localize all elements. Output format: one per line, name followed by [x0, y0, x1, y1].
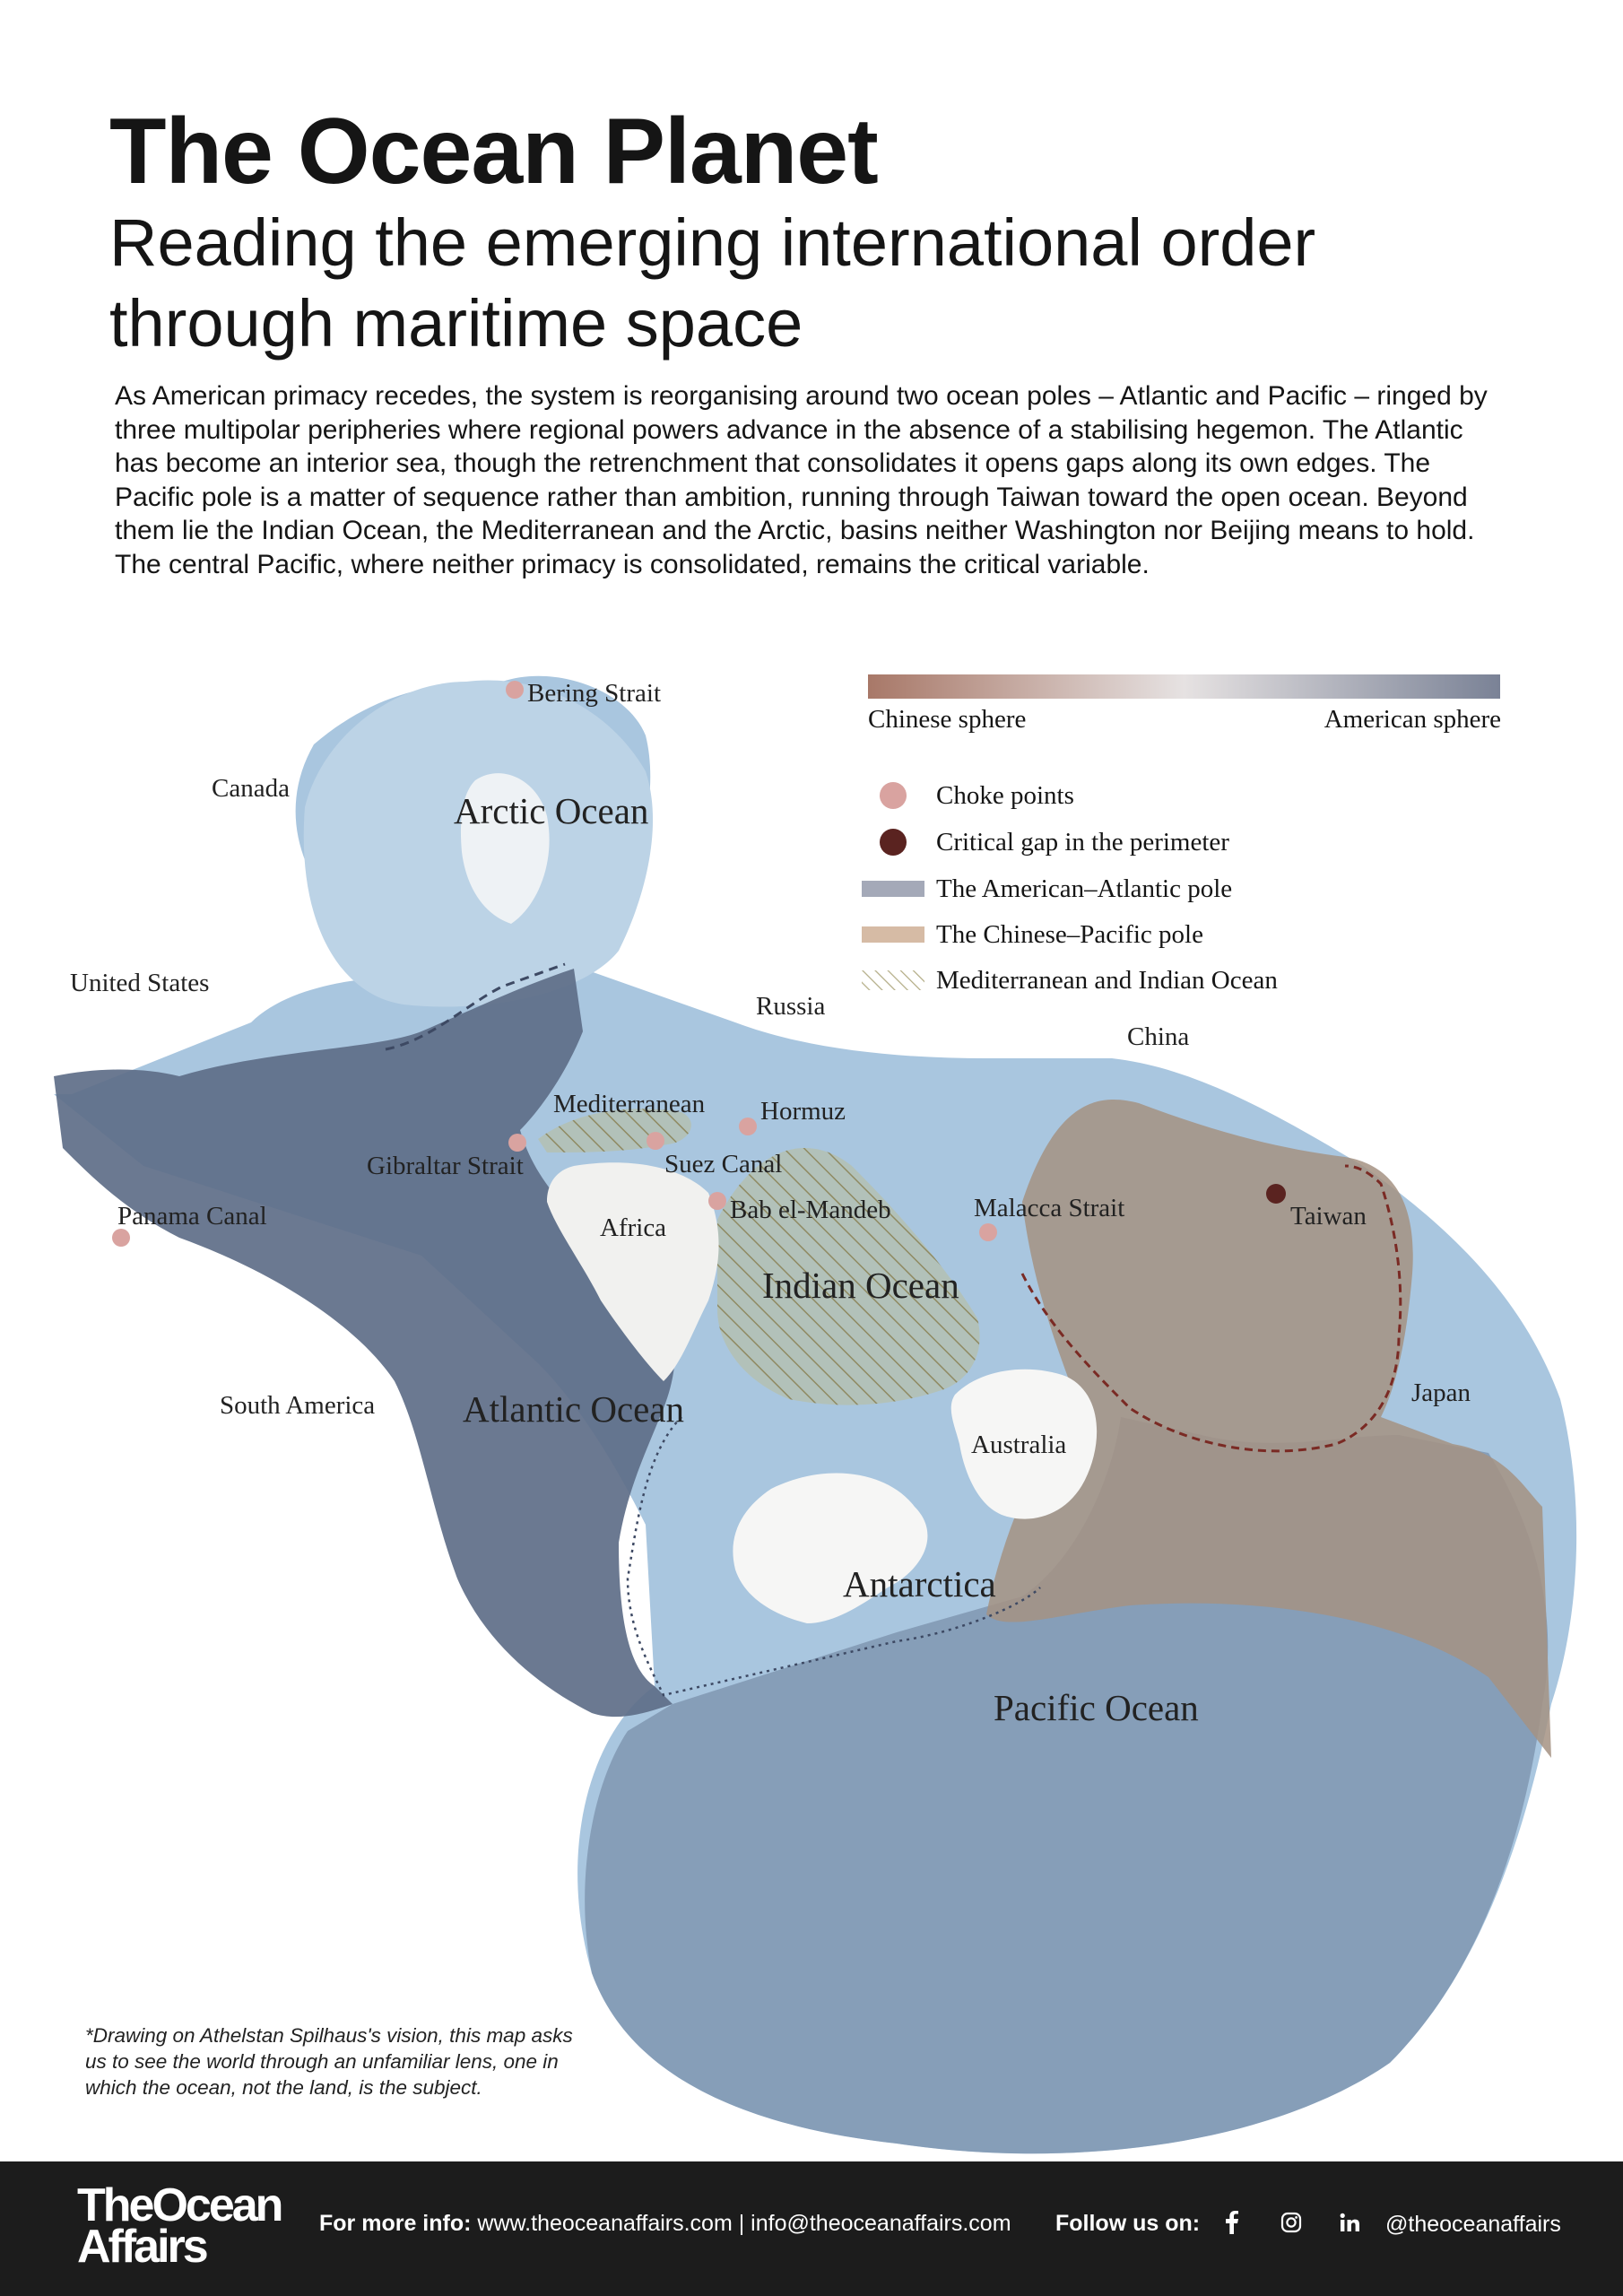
label-atlantic-ocean: Atlantic Ocean: [463, 1388, 685, 1430]
suez-canal-marker: [647, 1132, 664, 1150]
linkedin-icon[interactable]: [1333, 2206, 1366, 2239]
label-hormuz: Hormuz: [760, 1097, 846, 1126]
sphere-gradient-bar: [868, 674, 1500, 699]
facebook-icon[interactable]: [1216, 2206, 1248, 2239]
malacca-strait-marker: [979, 1223, 997, 1241]
label-suez-canal: Suez Canal: [664, 1150, 783, 1178]
footnote: *Drawing on Athelstan Spilhaus's vision, this map asks us to see the world through an unfamiliar lens, one in which the ocean, not the land, is the subject.: [85, 2024, 573, 2099]
page-subtitle: Reading the emerging international order through maritime space: [109, 205, 1316, 361]
label-bab-el-mandeb: Bab el-Mandeb: [730, 1196, 891, 1224]
panama-canal-marker: [112, 1229, 130, 1247]
social-handle[interactable]: @theoceanaffairs: [1385, 2212, 1561, 2237]
legend-label: Critical gap in the perimeter: [936, 827, 1229, 857]
logo-line-1: TheOcean: [77, 2179, 282, 2231]
legend-label: Choke points: [936, 780, 1074, 810]
label-africa: Africa: [600, 1213, 667, 1242]
ocean-map: [0, 646, 1623, 2161]
legend-label: The Chinese–Pacific pole: [936, 919, 1203, 949]
label-china: China: [1127, 1022, 1190, 1051]
legend-label: Mediterranean and Indian Ocean: [936, 965, 1278, 995]
hatch-swatch: [862, 970, 924, 990]
gibraltar-strait-marker: [508, 1134, 526, 1152]
label-russia: Russia: [756, 992, 826, 1021]
label-bering-strait: Bering Strait: [527, 679, 662, 708]
legend-american-sphere: American sphere: [1324, 705, 1501, 734]
label-south-america: South America: [220, 1391, 376, 1420]
atlantic-pole-swatch: [862, 881, 924, 897]
taiwan-critical-gap-marker: [1266, 1184, 1286, 1204]
follow-label: Follow us on:: [1055, 2211, 1201, 2236]
page-title: The Ocean Planet: [109, 100, 878, 204]
brand-logo[interactable]: [77, 2179, 282, 2273]
footer: [0, 2161, 1623, 2296]
hormuz-marker: [739, 1118, 757, 1135]
label-canada: Canada: [212, 774, 290, 803]
label-indian-ocean: Indian Ocean: [762, 1265, 959, 1306]
label-malacca-strait: Malacca Strait: [974, 1194, 1125, 1222]
logo-line-2: Affairs: [77, 2221, 206, 2273]
legend-chinese-sphere: Chinese sphere: [868, 705, 1027, 734]
legend-item-choke-points: [861, 780, 1074, 811]
label-australia: Australia: [971, 1431, 1067, 1459]
legend-item-critical-gap: [861, 827, 1229, 857]
bab-el-mandeb-marker: [708, 1192, 726, 1210]
label-taiwan: Taiwan: [1290, 1202, 1367, 1231]
legend-item-pacific-pole: [861, 919, 1203, 950]
pacific-pole-swatch: [862, 926, 924, 943]
label-pacific-ocean: Pacific Ocean: [994, 1687, 1199, 1728]
contact-info: [319, 2211, 1011, 2237]
bering-strait-marker: [506, 681, 524, 699]
label-japan: Japan: [1411, 1378, 1471, 1407]
legend-item-mediterranean-indian: [861, 965, 1278, 996]
label-united-states: United States: [70, 969, 210, 997]
instagram-icon[interactable]: [1275, 2206, 1307, 2239]
legend-label: The American–Atlantic pole: [936, 874, 1233, 903]
label-arctic-ocean: Arctic Ocean: [454, 790, 649, 831]
choke-point-swatch: [880, 782, 907, 809]
label-antarctica: Antarctica: [843, 1563, 996, 1605]
label-mediterranean: Mediterranean: [553, 1090, 706, 1118]
info-links[interactable]: www.theoceanaffairs.com | info@theoceanaffairs.com: [477, 2211, 1011, 2236]
intro-paragraph: As American primacy recedes, the system is reorganising around two ocean poles – Atlantic and Pacific – ringed by three multipolar peripheries where regional powers advance in the absence of a stabilising hegemon. The Atlantic has become an interior sea, though the retrenchment that consolidates it opens gaps along its own edges. The Pacific pole is a matter of sequence rather than ambition, running through Taiwan toward the open ocean. Beyond them lie the Indian Ocean, the Mediterranean and the Arctic, basins neither Washington nor Beijing means to hold. The central Pacific, where neither primacy is consolidated, remains the critical variable.: [115, 381, 1488, 579]
critical-gap-swatch: [880, 829, 907, 856]
label-panama-canal: Panama Canal: [117, 1202, 267, 1231]
legend-item-atlantic-pole: [861, 874, 1232, 904]
label-gibraltar-strait: Gibraltar Strait: [367, 1152, 524, 1180]
info-label: For more info:: [319, 2211, 472, 2236]
